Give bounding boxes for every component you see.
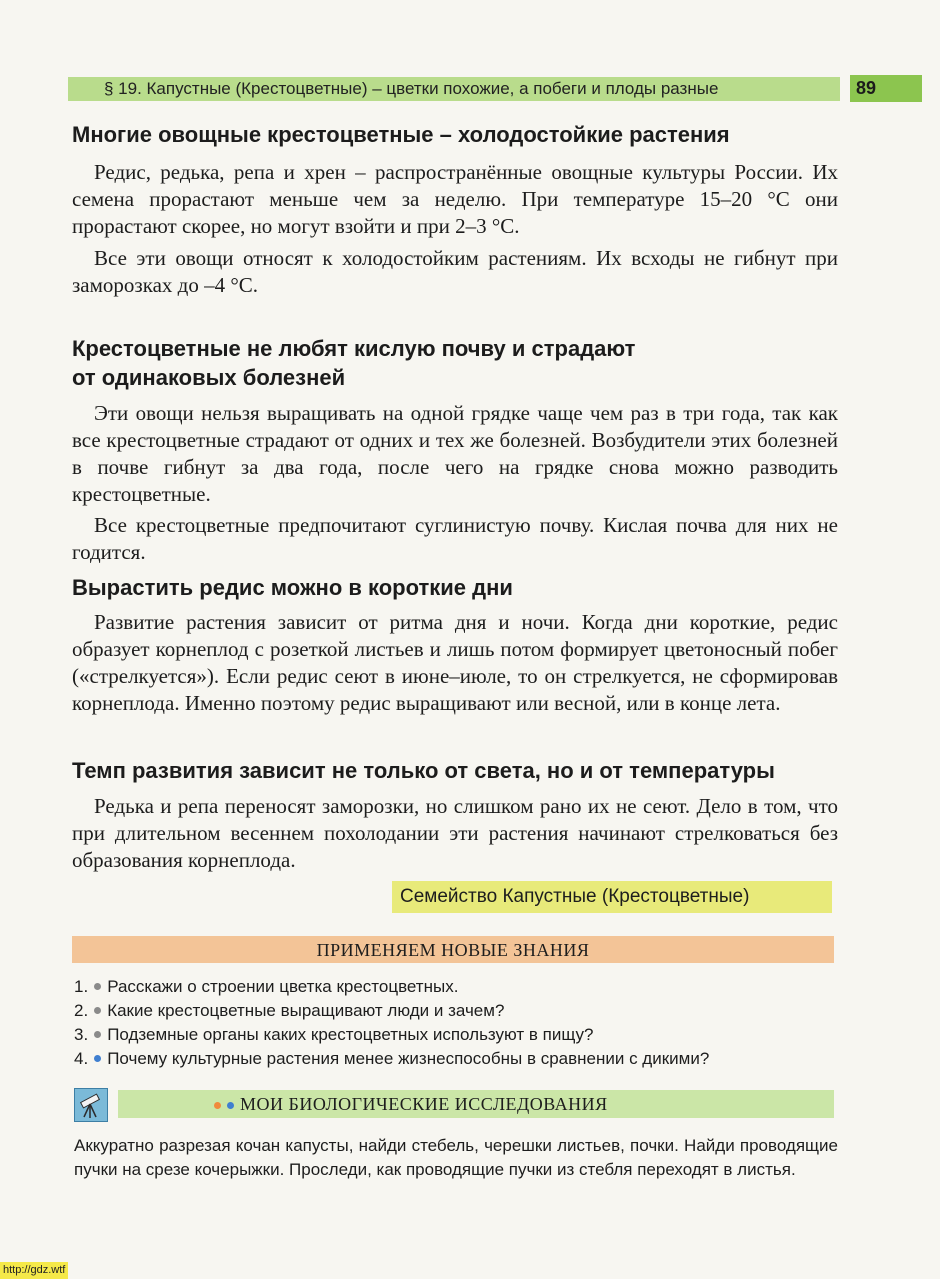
section-heading-acid-soil-line2: от одинаковых болезней (72, 365, 346, 390)
bullet-dot-icon (94, 1007, 101, 1014)
page-number: 89 (850, 75, 922, 102)
bullet-dot-icon (94, 983, 101, 990)
research-title (214, 1092, 608, 1116)
section-heading-cold-resistant: Многие овощные крестоцветные – холодостойкие растения (72, 122, 730, 147)
section-body-cold-resistant (72, 159, 838, 299)
question-text: Какие крестоцветные выращивают люди и зачем? (107, 1001, 505, 1020)
question-number: 3. (74, 1025, 89, 1044)
paragraph: Эти овощи нельзя выращивать на одной грядке чаще чем раз в три года, так как все крестоцветные страдают от одних и тех же болезней. Возбудители этих болезней в почве гибнут за два года, после чего на грядке снова можно разводить крестоцветные. (72, 401, 838, 506)
paragraph: Развитие растения зависит от ритма дня и ночи. Когда дни короткие, редис образует корнеплод с розеткой листьев и лишь потом формирует цветоносный побег («стрелкуется»). Если редис сеют в июне–июле, то он стрелкуется, не сформировав корнеплода. Именно поэтому редис выращивают или весной, или в конце лета. (72, 610, 838, 715)
section-body-acid-soil (72, 400, 838, 566)
research-task: Аккуратно разрезая кочан капусты, найди стебель, черешки листьев, почки. Найди проводящие пучки на срезе кочерыжки. Проследи, как проводящие пучки из стебля переходят в листья. (74, 1136, 838, 1179)
bullet-dot-icon (94, 1055, 101, 1062)
question-text: Подземные органы каких крестоцветных используют в пищу? (107, 1025, 594, 1044)
section-heading-temperature: Темп развития зависит не только от света, но и от температуры (72, 758, 775, 783)
telescope-icon (74, 1088, 108, 1122)
research-title-text: МОИ БИОЛОГИЧЕСКИЕ ИССЛЕДОВАНИЯ (240, 1094, 608, 1114)
section-body-temperature (72, 793, 838, 874)
family-label: Семейство Капустные (Крестоцветные) (400, 886, 750, 907)
paragraph: Все крестоцветные предпочитают суглинистую почву. Кислая почва для них не годится. (72, 513, 838, 564)
blue-dot-icon (227, 1102, 234, 1109)
question-number: 2. (74, 1001, 89, 1020)
apply-knowledge-title: ПРИМЕНЯЕМ НОВЫЕ ЗНАНИЯ (316, 940, 590, 960)
paragraph: Редис, редька, репа и хрен – распространённые овощные культуры России. Их семена прорастают меньше чем за неделю. При температуре 15–20 °С они прорастают скорее, но могут взойти и при 2–3 °С. (72, 160, 838, 238)
question-item (74, 999, 709, 1023)
question-item (74, 1047, 709, 1071)
question-item (74, 1023, 709, 1047)
section-heading-acid-soil-line1: Крестоцветные не любят кислую почву и страдают (72, 336, 636, 361)
question-text: Расскажи о строении цветка крестоцветных. (107, 977, 459, 996)
bullet-dot-icon (94, 1031, 101, 1038)
question-number: 1. (74, 977, 89, 996)
orange-dot-icon (214, 1102, 221, 1109)
section-heading-short-days: Вырастить редис можно в короткие дни (72, 575, 513, 600)
watermark-label: http://gdz.wtf (0, 1262, 68, 1279)
running-header: § 19. Капустные (Крестоцветные) – цветки похожие, а побеги и плоды разные (104, 79, 719, 98)
paragraph: Все эти овощи относят к холодостойким растениям. Их всходы не гибнут при заморозках до –4 °С. (72, 246, 838, 297)
question-item (74, 975, 709, 999)
paragraph: Редька и репа переносят заморозки, но слишком рано их не сеют. Дело в том, что при длительном весеннем похолодании эти растения начинают стрелковаться без образования корнеплода. (72, 794, 838, 872)
section-body-short-days (72, 609, 838, 717)
question-text: Почему культурные растения менее жизнеспособны в сравнении с дикими? (107, 1049, 710, 1068)
question-number: 4. (74, 1049, 89, 1068)
question-list (74, 975, 709, 1071)
